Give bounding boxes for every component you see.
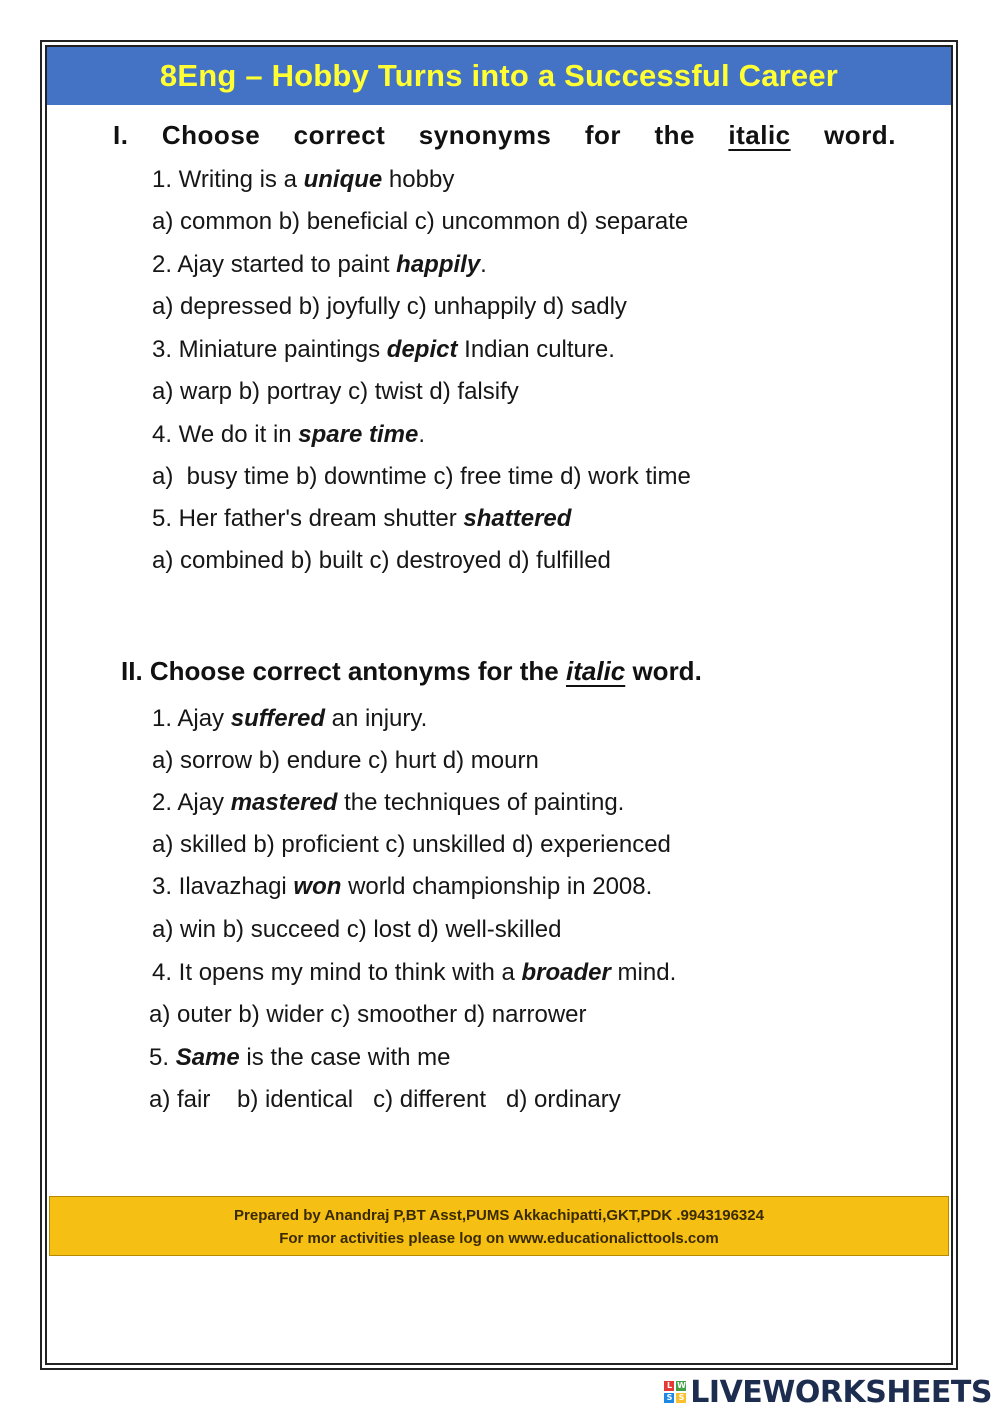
- liveworksheets-brand[interactable]: [663, 1374, 992, 1410]
- s1-options-3: a) warp b) portray c) twist d) falsify: [152, 378, 519, 405]
- logo-tile: L: [664, 1381, 674, 1391]
- italic-keyword: italic: [565, 656, 626, 686]
- s1-question-2: 2. Ajay started to paint happily.: [152, 251, 487, 278]
- logo-tile: S: [664, 1393, 674, 1403]
- section-2-heading: II. Choose correct antonyms for the italic word.: [121, 656, 702, 686]
- s2-options-5: a) fair b) identical c) different d) ordinary: [149, 1086, 621, 1113]
- brand-name: LIVEWORKSHEETS: [690, 1374, 992, 1410]
- s2-options-4: a) outer b) wider c) smoother d) narrower: [149, 1001, 587, 1028]
- section-1-heading: I. Choose correct synonyms for the italic word.: [113, 120, 896, 150]
- s1-question-1: 1. Writing is a unique hobby: [152, 166, 455, 193]
- s1-options-1: a) common b) beneficial c) uncommon d) separate: [152, 208, 689, 235]
- s2-options-2: a) skilled b) proficient c) unskilled d) experienced: [152, 831, 671, 858]
- s2-question-5: 5. Same is the case with me: [149, 1044, 451, 1071]
- liveworksheets-logo-icon: [663, 1380, 687, 1404]
- italic-keyword: italic: [728, 120, 791, 150]
- s1-question-5: 5. Her father's dream shutter shattered: [152, 505, 572, 532]
- s2-question-1: 1. Ajay suffered an injury.: [152, 705, 428, 732]
- credit-footer: [49, 1196, 949, 1256]
- s1-options-5: a) combined b) built c) destroyed d) fulfilled: [152, 547, 611, 574]
- s2-question-3: 3. Ilavazhagi won world championship in 2008.: [152, 873, 653, 900]
- logo-tile: W: [677, 1381, 686, 1390]
- s2-question-4: 4. It opens my mind to think with a broader mind.: [152, 959, 677, 986]
- s1-options-4: a) busy time b) downtime c) free time d) work time: [152, 463, 691, 490]
- credit-line-1: Prepared by Anandraj P,BT Asst,PUMS Akkachipatti,GKT,PDK .9943196324: [234, 1207, 764, 1224]
- credit-line-2: For mor activities please log on www.educationalicttools.com: [279, 1230, 719, 1247]
- s2-question-2: 2. Ajay mastered the techniques of painting.: [152, 789, 625, 816]
- s2-options-1: a) sorrow b) endure c) hurt d) mourn: [152, 747, 539, 774]
- logo-tile: S: [676, 1393, 686, 1403]
- page-title: 8Eng – Hobby Turns into a Successful Career: [47, 47, 951, 105]
- s2-options-3: a) win b) succeed c) lost d) well-skilled: [152, 916, 562, 943]
- s1-question-3: 3. Miniature paintings depict Indian culture.: [152, 336, 615, 363]
- s1-question-4: 4. We do it in spare time.: [152, 421, 426, 448]
- s1-options-2: a) depressed b) joyfully c) unhappily d) sadly: [152, 293, 627, 320]
